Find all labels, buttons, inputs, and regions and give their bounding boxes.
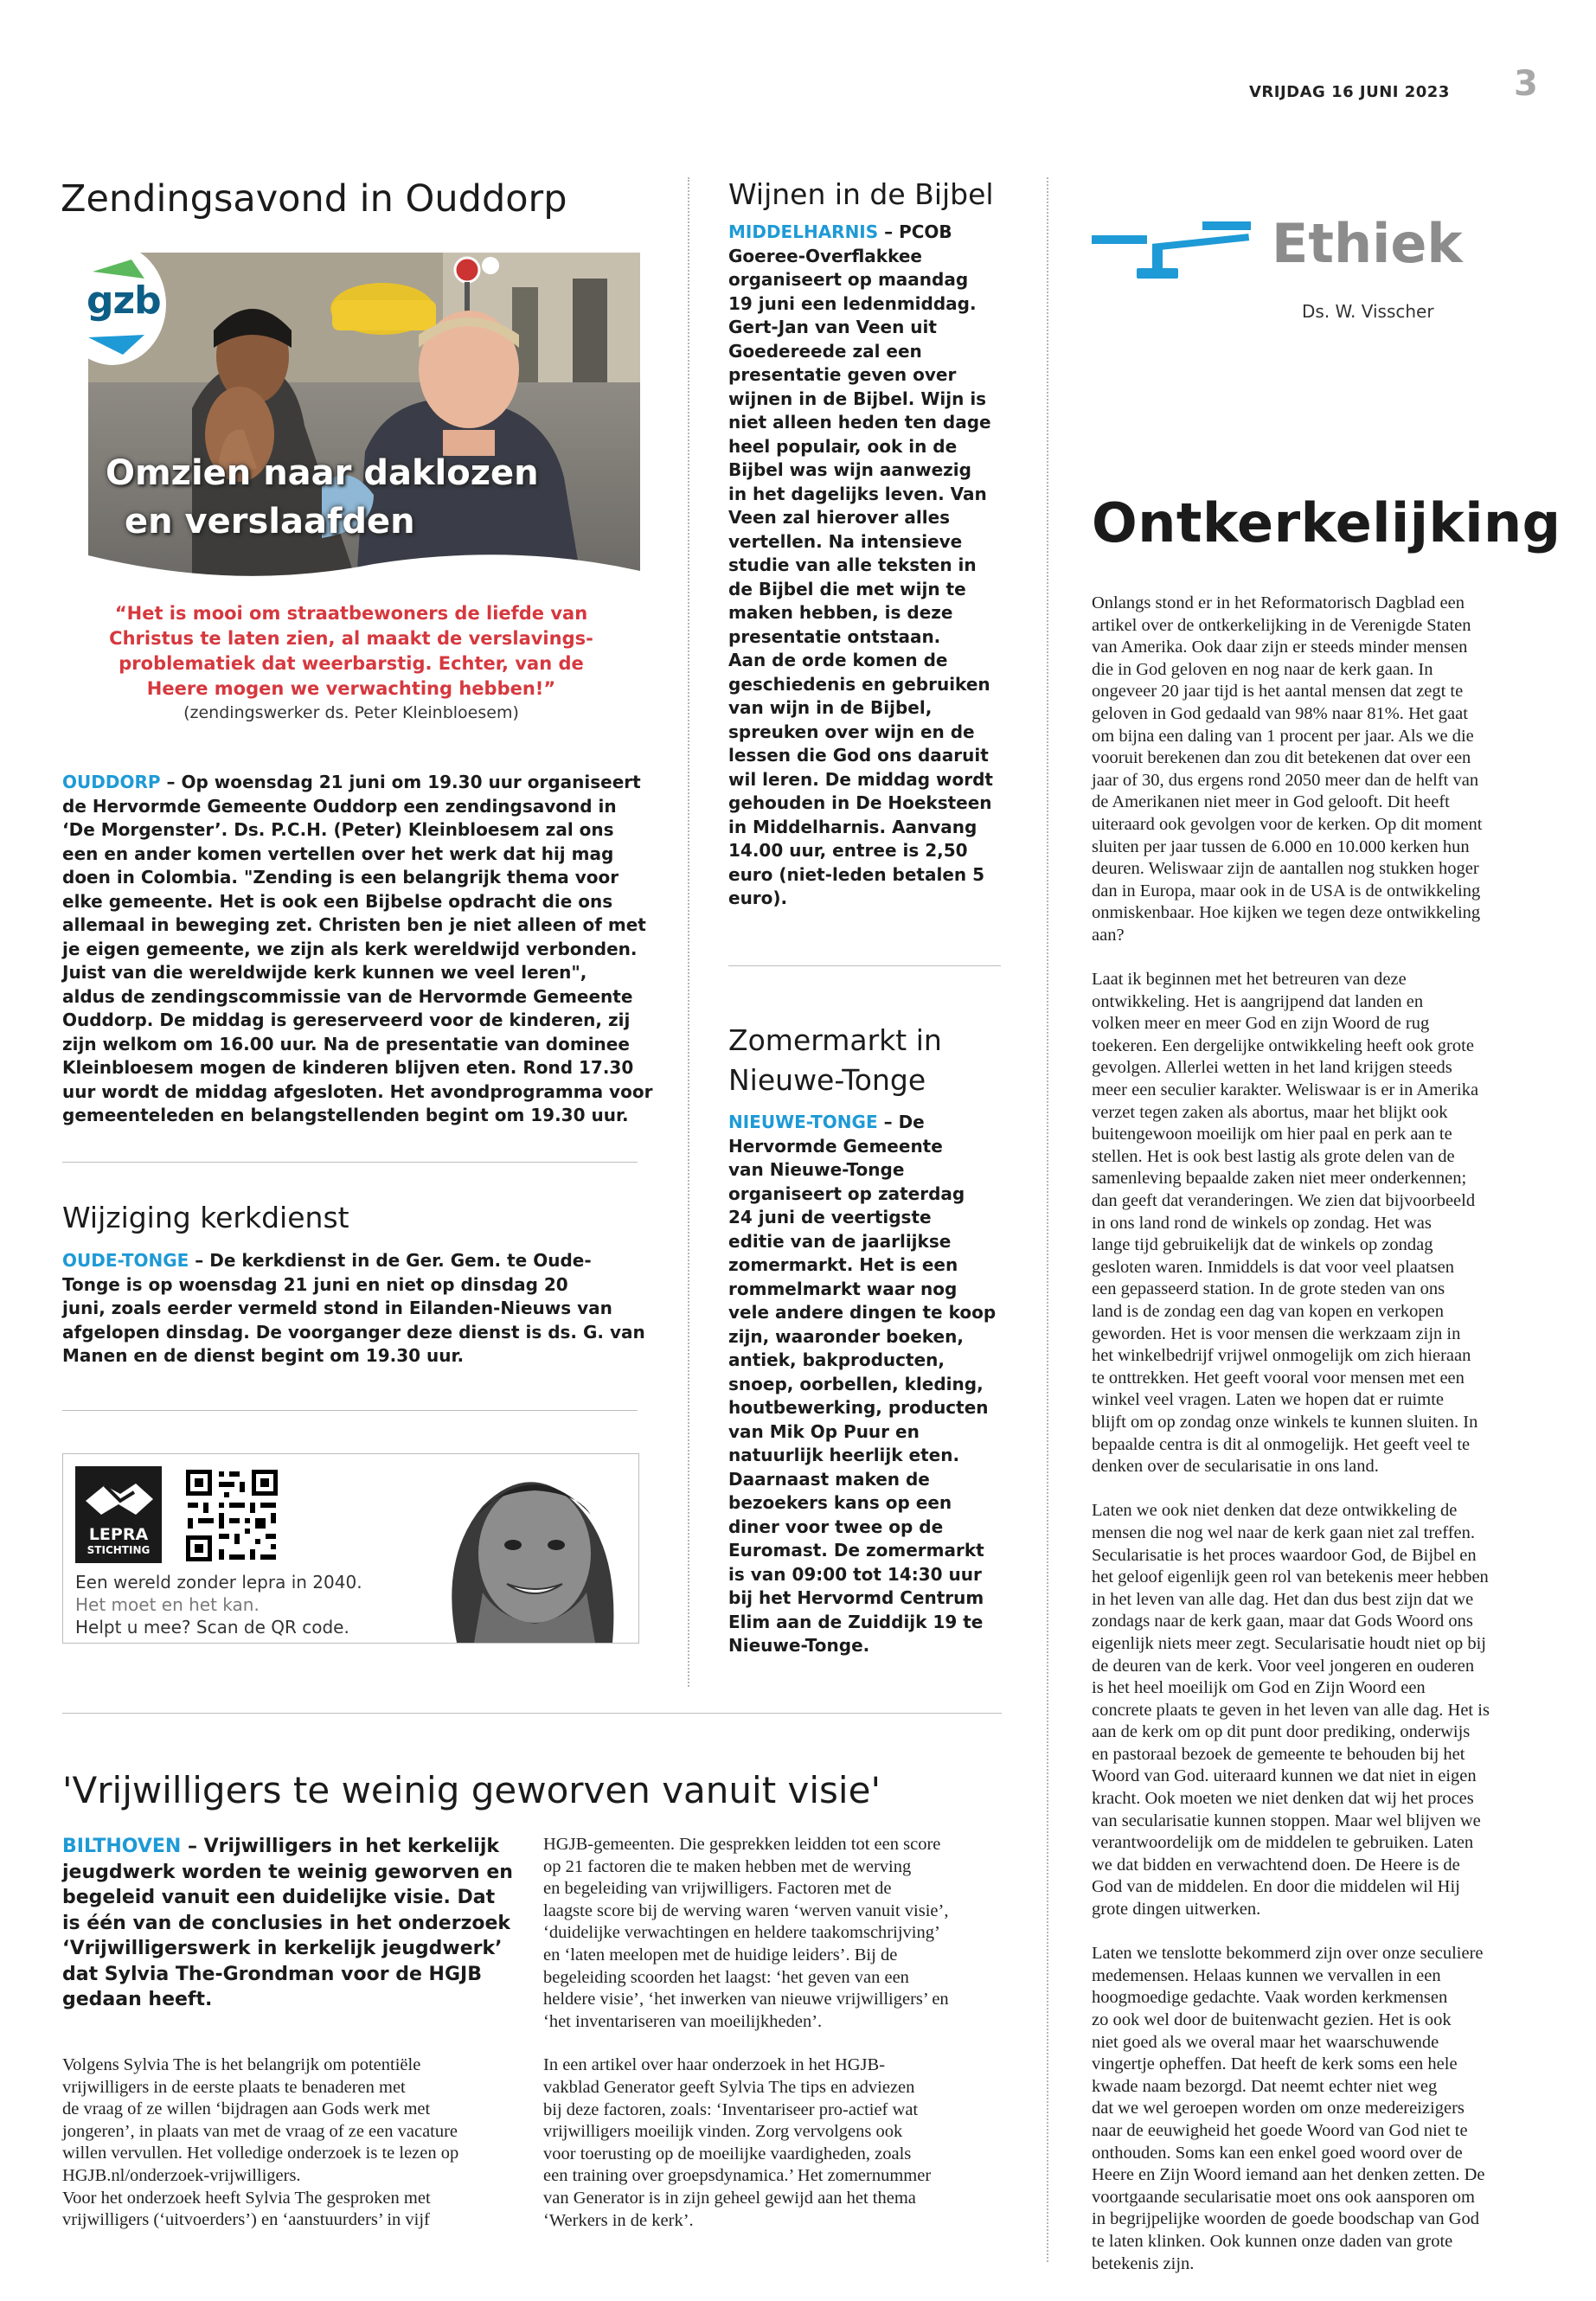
wijziging-place: OUDE-TONGE: [62, 1250, 189, 1271]
wijnen-place: MIDDELHARNIS: [728, 221, 879, 242]
zending-body: OUDDORP – Op woensdag 21 juni om 19.30 uur organiseert de Hervormde Gemeente Ouddorp een zendingsavond in ‘De Morgenster’. Ds. P.C.H. (Peter) Kleinbloesem zal ons een en ander komen vertellen over het werk dat hij mag doen in Colombia. "Zending is een belangrijk thema voor elke gemeente. Het is ook een Bijbelse opdracht die ons allemaal in beweging zet. Christen ben je niet alleen of met je eigen gemeente, we zijn als kerk wereldwijd verbonden. Juist van die wereldwijde kerk kunnen we veel leren", aldus de zendingscommissie van de Hervormde Gemeente Ouddorp. De middag is gereserveerd voor de kinderen, zij zijn welkom om 16.00 uur. Na de presentatie van dominee Kleinbloesem mogen de kinderen blijven eten. Rond 17.30 uur wordt de middag afgesloten. Het avondprogramma voor gemeenteleden en belangstellenden begint om 19.30 uur.: [62, 772, 653, 1125]
ethiek-paragraph-4: Laten we tenslotte bekommerd zijn over onze seculiere medemensen. Helaas kunnen we vervallen in een hoogmoedige gedachte. Vaak worden kerkmensen zo ook wel door de buitenwacht gezien. Het is ook niet goed als we overal maar het waarschuwende vingertje opheffen. Dat heeft de kerk soms een hele kwade naam bezorgd. Dat neemt echter niet weg dat we wel geroepen worden om onze medereizigers naar de eeuwigheid het goede Woord van God niet te onthouden. Soms kan een enkel goed woord over de Heere en Zijn Woord iemand aan het denken zetten. De voortgaande secularisatie moet ons ook aansporen om in begrijpelijke woorden de goede boodschap van God te laten klinken. Ook kunnen onze daden van grote betekenis zijn.: [1092, 1944, 1485, 2273]
lepra-line3: Helpt u mee? Scan de QR code.: [75, 1617, 349, 1638]
page-number: 3: [1514, 64, 1538, 104]
vrijwilligers-col2: HGJB-gemeenten. Die gesprekken leidden tot een score op 21 factoren die te maken hebben met de werving en begeleiding van vrijwilligers. Factoren met de laagste score bij de werving waren ‘werven vanuit visie’, ‘duidelijke verwachtingen en heldere taakomschrijving’ en ‘laten meelopen met de huidige leiders’. Bij de begeleiding scoorden het laagst: ‘het geven van een heldere visie’, ‘het inwerken van nieuwe vrijwilligers’ en ‘het inventariseren van moeilijkheden’. In een artikel over haar onderzoek in het HGJB- vakblad Generator geeft Sylvia The tips en adviezen bij deze factoren, zoals: ‘Inventariseer pro-actief wat vrijwilligers moeilijk vinden. Zorg vervolgens ook voor toerusting op de moeilijke vaardigheden, zoals een training over groepsdynamica.’ Het zomernummer van Generator is in zijn geheel gewijd aan het thema ‘Werkers in de kerk’.: [543, 1835, 949, 2230]
zending-title: Zendingsavond in Ouddorp: [61, 177, 567, 221]
vrijwilligers-title: 'Vrijwilligers te weinig geworven vanuit visie': [62, 1769, 881, 1811]
qr-code-icon[interactable]: [184, 1468, 279, 1563]
divider: [62, 1713, 1002, 1714]
column-divider-2: [1047, 177, 1048, 2262]
quote-line: Heere mogen we verwachting hebben!”: [146, 678, 556, 699]
vrijwilligers-place: BILTHOVEN: [62, 1836, 182, 1857]
ethiek-paragraph-1: Onlangs stond er in het Reformatorisch Dagblad een artikel over de ontkerkelijking in de Verenigde Staten van Amerika. Ook daar zijn er steeds minder mensen die in God geloven en nog naar de kerk gaan. In ongeveer 20 jaar tijd is het aantal mensen dat zegt te geloven in God gedaald van 98% naar 81%. Het gaat om bijna een daling van 1 procent per jaar. Als we die vooruit berekenen dan zou dit betekenen dat over een jaar of 30, dus ergens rond 2050 meer dan de helft van de Amerikanen niet meer in God gelooft. Dit heeft uiteraard ook gevolgen voor de kerken. Op dit moment sluiten per jaar tussen de 6.000 en 10.000 kerken hun deuren. Weliswaar zijn de aantallen nog stukken hoger dan in Europa, maar ook in de USA is de ontwikkeling onmiskenbaar. Hoe kijken we tegen deze ontwikkeling aan?: [1092, 593, 1483, 945]
quote-line: Christus te laten zien, al maakt de verslavings-: [109, 628, 593, 649]
divider: [62, 1162, 638, 1163]
ethiek-rubric: Ethiek: [1272, 212, 1463, 275]
wijnen-body: MIDDELHARNIS – PCOB Goeree-Overflakkee organiseert op maandag 19 juni een ledenmiddag. Gert-Jan van Veen uit Goedereede zal een presentatie geven over wijnen in de Bijbel. Wijn is niet alleen heden ten dage heel populair, ook in de Bijbel was wijn aanwezig in het dagelijks leven. Van Veen zal hierover alles vertellen. Na intensieve studie van alle teksten in de Bijbel die met wijn te maken hebben, is deze presentatie ontstaan. Aan de orde komen de geschiedenis en gebruiken van wijn in de Bijbel, spreuken over wijn en de lessen die God ons daaruit wil leren. De middag wordt gehouden in De Hoeksteen in Middelharnis. Aanvang 14.00 uur, entree is 2,50 euro (niet-leden betalen 5 euro).: [728, 221, 993, 908]
lepra-logo-line1: LEPRA: [88, 1525, 149, 1544]
lepra-logo-line2: STICHTING: [87, 1544, 151, 1556]
zomermarkt-title: [728, 1021, 942, 1100]
ethiek-paragraph-3: Laten we ook niet denken dat deze ontwikkeling de mensen die nog wel naar de kerk gaan niet zal treffen. Secularisatie is het proces waardoor God, de Bijbel en het geloof eigenlijk geen rol van betekenis meer hebben in het leven van alle dag. Het dan dus best zijn dat we zondags naar de kerk gaan, maar dat Gods Woord ons eigenlijk niets meer zegt. Secularisatie houdt niet op bij de deuren van de kerk. Voor veel jongeren en ouderen is het heel moeilijk om God en Zijn Woord een concrete plaats te geven in het leven van alle dag. Het is aan de kerk om op dit punt door prediking, onderwijs en pastoraal bezoek de gemeente te behouden bij het Woord van God. uiteraard kunnen we dat niet in eigen kracht. Ook moeten we niet denken dat wij het proces van secularisatie kunnen stoppen. Maar wel blijven we verantwoordelijk om de middelen te gebruiken. Laten we dat bidden en verwachtend doen. De Heere is de God van de middelen. En door die middelen wil Hij grote dingen uitwerken.: [1092, 1501, 1490, 1920]
wijziging-body: OUDE-TONGE – De kerkdienst in de Ger. Gem. te Oude- Tonge is op woensdag 21 juni en niet op dinsdag 20 juni, zoals eerder vermeld stond in Eilanden-Nieuws van afgelopen dinsdag. De voorganger deze dienst is ds. G. van Manen en de dienst begint om 19.30 uur.: [62, 1250, 645, 1366]
image-quote-credit: (zendingswerker ds. Peter Kleinbloesem): [183, 703, 519, 722]
zomermarkt-title-line1: Zomermarkt in: [728, 1023, 942, 1057]
handshake-icon: [75, 1466, 162, 1527]
lepra-line1: Een wereld zonder lepra in 2040.: [75, 1572, 362, 1593]
scales-icon: [1092, 216, 1256, 285]
lepra-photo: [405, 1454, 638, 1643]
zending-place: OUDDORP: [62, 772, 161, 792]
wijziging-title: Wijziging kerkdienst: [62, 1201, 349, 1234]
quote-line: “Het is mooi om straatbewoners de liefde van: [114, 603, 588, 624]
vrijwilligers-lead: BILTHOVEN – Vrijwilligers in het kerkelijk jeugdwerk worden te weinig geworven en begeleid vanuit een duidelijke visie. Dat is één van de conclusies in het onderzoek ‘Vrijwilligerswerk in kerkelijk jeugdwerk’ dat Sylvia The-Grondman voor de HGJB gedaan heeft.: [62, 1836, 513, 2010]
divider: [62, 1410, 638, 1411]
zending-image: [62, 253, 640, 733]
quote-line: problematiek dat weerbarstig. Echter, van de: [119, 653, 584, 674]
ethiek-paragraph-2: Laat ik beginnen met het betreuren van deze ontwikkeling. Het is aangrijpend dat landen en volken meer en meer God en zijn Woord de rug toekeren. Een dergelijke ontwikkeling heeft ook grote gevolgen. Allerlei wetten in het land krijgen steeds meer een seculier karakter. Weliswaar is er in Amerika verzet tegen zaken als abortus, maar het blijkt ook buitengewoon moeilijk om hier paal en perk aan te stellen. Het is ook best lastig als grote delen van de samenleving bepaalde zaken niet meer onderkennen; dan geeft dat veranderingen. We zien dat bijvoorbeeld in ons land rond de winkels op zondag. Het was lange tijd gebruikelijk dat de winkels op zondag gesloten waren. Inmiddels is dat voor veel plaatsen een gepasseerd station. In de grote steden van ons land is de zondag een dag van kopen en verkopen geworden. Het is voor mensen die werkzaam zijn in het winkelbedrijf vrijwel onmogelijk om zich hieraan te onttrekken. Het geeft vooral voor mensen met een winkel veel vragen. Laten we hopen dat er ruimte blijft om op zondag onze winkels te kunnen sluiten. In bepaalde centra is dit al onmogelijk. Het geeft veel te denken over de secularisatie in ons land.: [1092, 970, 1479, 1477]
gzb-logo-text: gzb: [87, 279, 161, 323]
image-quote: [62, 601, 640, 702]
lepra-logo: [75, 1466, 162, 1563]
column-divider-1: [688, 177, 689, 1687]
page-date: VRIJDAG 16 JUNI 2023: [1249, 83, 1450, 101]
lepra-line2: Het moet en het kan.: [75, 1594, 260, 1615]
wijnen-title: Wijnen in de Bijbel: [728, 177, 994, 211]
image-headline-2: en verslaafden: [125, 502, 415, 542]
ethiek-author: Ds. W. Visscher: [1302, 301, 1434, 322]
vrijwilligers-col1: Volgens Sylvia The is het belangrijk om potentiële vrijwilligers in de eerste plaats te benaderen met de vraag of ze willen ‘bijdragen aan Gods werk met jongeren’, in plaats van met de vraag of ze een vacature willen vervullen. Het volledige onderzoek is te lezen op HGJB.nl/onderzoek-vrijwilligers. Voor het onderzoek heeft Sylvia The gesproken met vrijwilligers (‘uitvoerders’) en ‘aanstuurders’ in vijf: [62, 2055, 459, 2230]
divider: [728, 965, 1001, 966]
lepra-ad: [62, 1453, 639, 1644]
ethiek-body: [1092, 593, 1559, 2275]
ethiek-title: Ontkerkelijking: [1092, 491, 1561, 554]
image-headline-1: Omzien naar daklozen: [106, 453, 539, 493]
zomermarkt-place: NIEUWE-TONGE: [728, 1112, 878, 1132]
zomermarkt-title-line2: Nieuwe-Tonge: [728, 1063, 926, 1097]
zomermarkt-body: NIEUWE-TONGE – De Hervormde Gemeente van Nieuwe-Tonge organiseert op zaterdag 24 juni de veertigste editie van de jaarlijkse zomermarkt. Het is een rommelmarkt waar nog vele andere dingen te koop zijn, waaronder boeken, antiek, bakproducten, snoep, oorbellen, kleding, houtbewerking, producten van Mik Op Puur en natuurlijk heerlijk eten. Daarnaast maken de bezoekers kans op een diner voor twee op de Euromast. De zomermarkt is van 09:00 tot 14:30 uur bij het Hervormd Centrum Elim aan de Zuiddijk 19 te Nieuwe-Tonge.: [728, 1112, 997, 1656]
